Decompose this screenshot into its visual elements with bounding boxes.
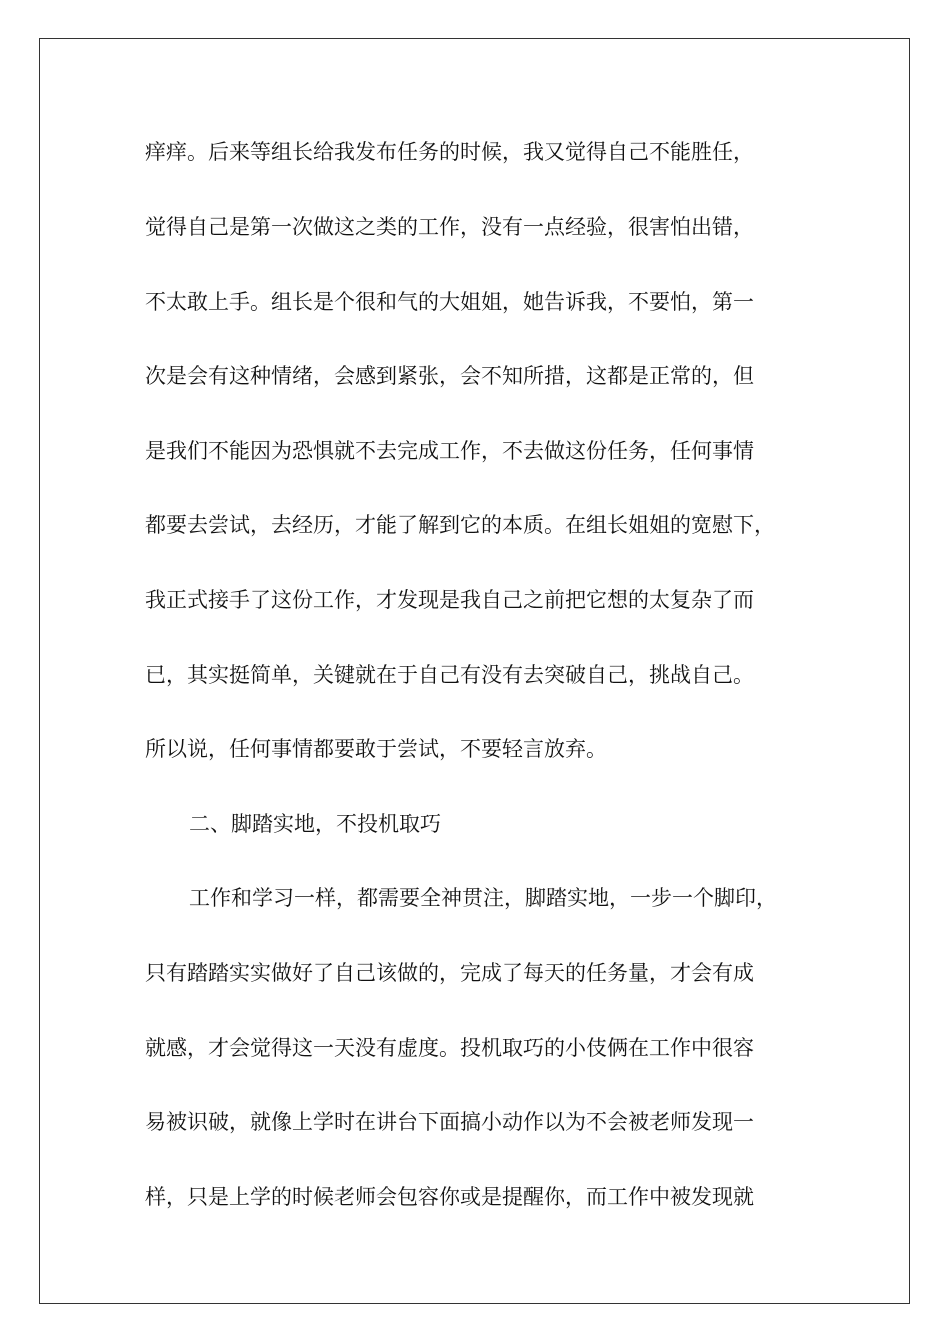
text-line: 样，只是上学的时候老师会包容你或是提醒你，而工作中被发现就 [145,1185,754,1209]
text-line: 都要去尝试，去经历，才能了解到它的本质。在组长姐姐的宽慰下， [145,513,775,537]
text-line: 我正式接手了这份工作，才发现是我自己之前把它想的太复杂了而 [145,588,754,612]
paragraph-first-line: 工作和学习一样，都需要全神贯注，脚踏实地，一步一个脚印， [189,886,777,910]
text-line: 就感，才会觉得这一天没有虚度。投机取巧的小伎俩在工作中很容 [145,1036,754,1060]
text-line: 次是会有这种情绪，会感到紧张，会不知所措，这都是正常的，但 [145,364,754,388]
text-line: 只有踏踏实实做好了自己该做的，完成了每天的任务量，才会有成 [145,961,754,985]
text-line: 所以说，任何事情都要敢于尝试，不要轻言放弃。 [145,737,607,761]
text-line: 觉得自己是第一次做这之类的工作，没有一点经验，很害怕出错， [145,215,754,239]
section-heading: 二、脚踏实地，不投机取巧 [189,812,441,836]
text-line: 是我们不能因为恐惧就不去完成工作，不去做这份任务，任何事情 [145,439,754,463]
text-line: 不太敢上手。组长是个很和气的大姐姐，她告诉我，不要怕，第一 [145,290,754,314]
text-line: 已，其实挺简单，关键就在于自己有没有去突破自己，挑战自己。 [145,663,754,687]
text-line: 痒痒。后来等组长给我发布任务的时候，我又觉得自己不能胜任， [145,140,754,164]
text-line: 易被识破，就像上学时在讲台下面搞小动作以为不会被老师发现一 [145,1110,754,1134]
